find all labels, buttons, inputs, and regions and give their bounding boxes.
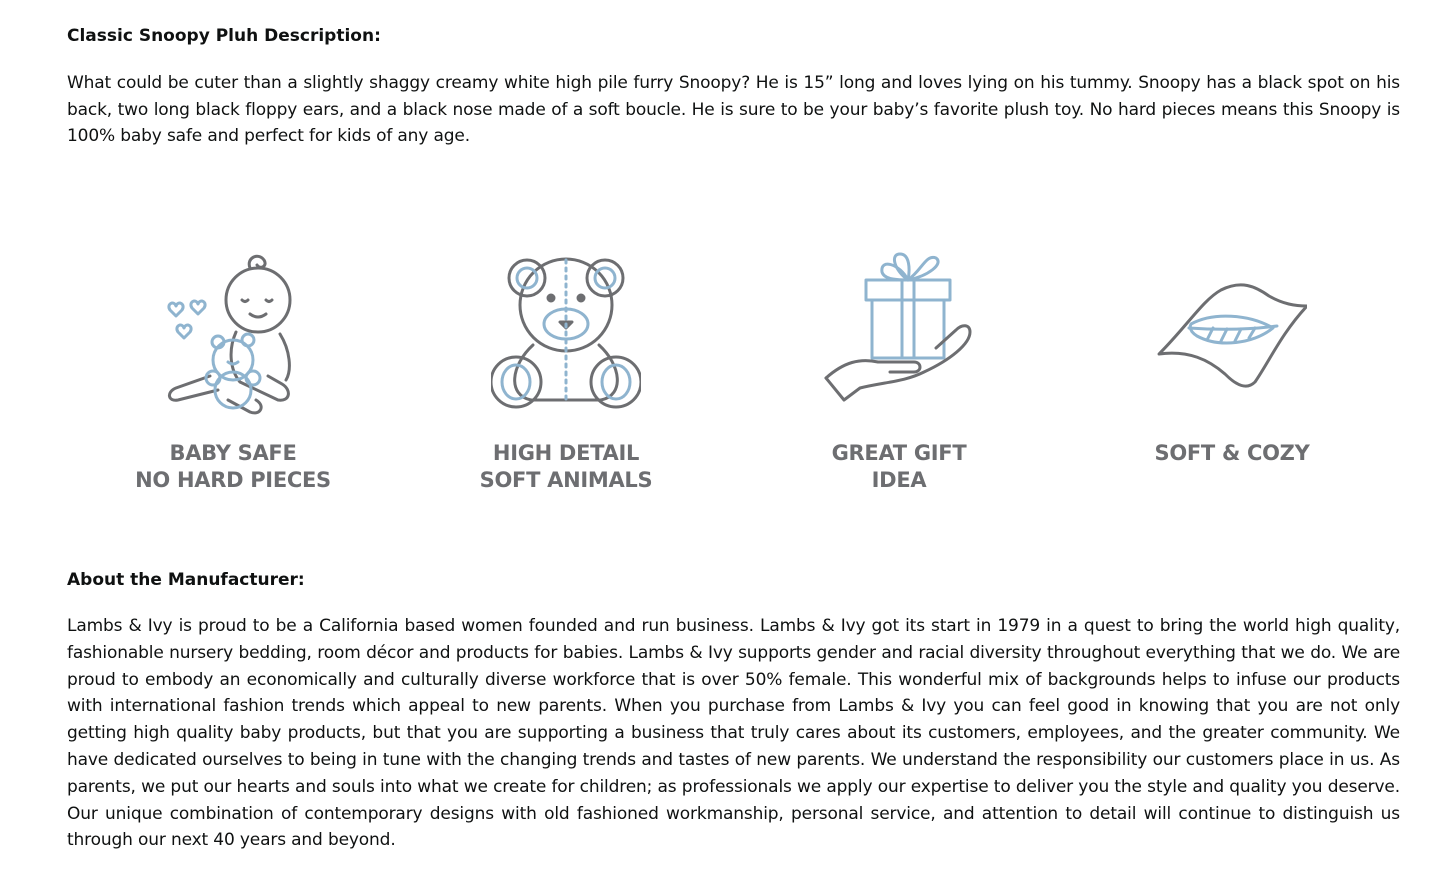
baby-with-teddy-icon <box>158 250 308 415</box>
feature-great-gift <box>749 240 1049 510</box>
feature-caption-line1: SOFT & COZY <box>1154 441 1310 465</box>
manufacturer-text: Lambs & Ivy is proud to be a California based women founded and run business. Lambs & Ivy got its start in 1979 in a quest to bring the world high quality, fashionable nursery bedding, room décor and products for babies. Lambs & Ivy supports gender and racial diversity throughout everything that we do. We are proud to embody an economically and culturally diverse workforce that is over 50% female. This wonderful mix of backgrounds helps to infuse our products with international fashion trends which appeal to new parents. When you purchase from Lambs & Ivy you can feel good in knowing that you are not only getting high quality baby products, but that you are supporting a business that truly cares about its customers, employees, and the greater community. We have dedicated ourselves to being in tune with the changing trends and tastes of new parents. We understand the responsibility our customers place in us. As parents, we put our hearts and souls into what we create for children; as professionals we apply our expertise to deliver you the style and quality you deserve. Our unique combination of contemporary designs with old fashioned workmanship, personal service, and attention to detail will continue to distinguish us through our next 40 years and beyond. <box>67 616 1400 851</box>
feature-soft-cozy <box>1082 240 1382 510</box>
feature-caption-line1: BABY SAFE <box>169 441 297 465</box>
description-heading: Classic Snoopy Pluh Description: <box>67 26 381 46</box>
description-text: What could be cuter than a slightly shaggy creamy white high pile furry Snoopy? He is 15” long and loves lying on his tummy. Snoopy has a black spot on his back, two long black floppy ears, and a black nose made of a soft boucle. He is sure to be your baby’s favorite plush toy. No hard pieces means this Snoopy is 100% baby safe and perfect for kids of any age. <box>67 73 1400 147</box>
feature-caption <box>83 440 383 494</box>
feature-caption-line2: NO HARD PIECES <box>135 468 331 492</box>
feature-caption-line1: HIGH DETAIL <box>492 441 640 465</box>
gift-in-hand-icon <box>824 250 974 415</box>
manufacturer-heading: About the Manufacturer: <box>67 570 305 590</box>
feature-caption-line1: GREAT GIFT <box>831 441 967 465</box>
feather-pillow-icon <box>1157 250 1307 415</box>
feature-baby-safe <box>83 240 383 510</box>
feature-caption-line2: IDEA <box>871 468 927 492</box>
feature-caption <box>1082 440 1382 467</box>
feature-caption-line2: SOFT ANIMALS <box>479 468 653 492</box>
teddy-bear-icon <box>491 250 641 415</box>
feature-caption <box>416 440 716 494</box>
feature-high-detail <box>416 240 716 510</box>
feature-caption <box>749 440 1049 494</box>
